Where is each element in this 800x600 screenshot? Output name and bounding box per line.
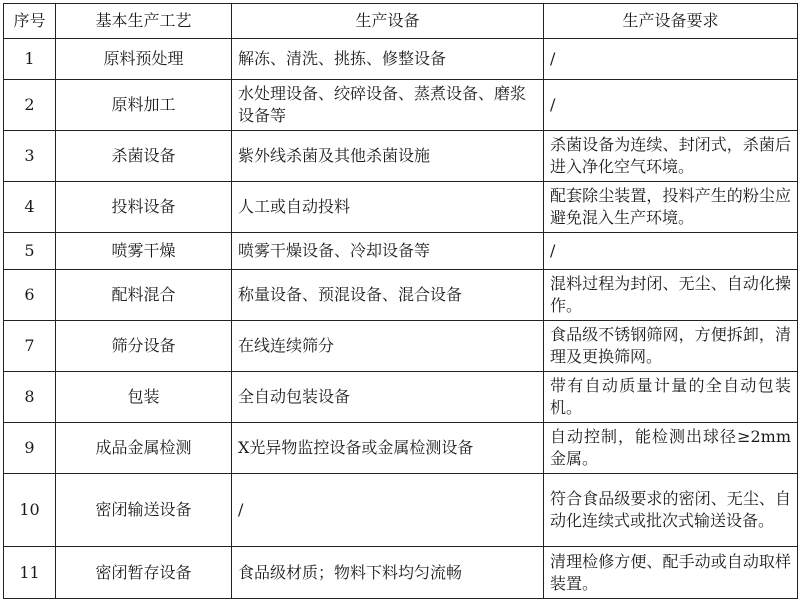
header-process: 基本生产工艺: [56, 4, 232, 39]
table-row: [4, 39, 798, 80]
cell-no: 9: [4, 423, 56, 474]
table-row: [4, 270, 798, 321]
cell-no: 8: [4, 372, 56, 423]
cell-process: 投料设备: [56, 182, 232, 233]
table-row: [4, 233, 798, 270]
cell-process: 原料预处理: [56, 39, 232, 80]
cell-equipment: 人工或自动投料: [232, 182, 544, 233]
cell-requirement: 食品级不锈钢筛网，方便拆卸，清理及更换筛网。: [544, 321, 798, 372]
equipment-requirements-table: [3, 3, 798, 599]
cell-requirement: 杀菌设备为连续、封闭式，杀菌后进入净化空气环境。: [544, 131, 798, 182]
cell-equipment: 称量设备、预混设备、混合设备: [232, 270, 544, 321]
cell-equipment: 在线连续筛分: [232, 321, 544, 372]
cell-no: 1: [4, 39, 56, 80]
cell-process: 筛分设备: [56, 321, 232, 372]
cell-no: 3: [4, 131, 56, 182]
table-row: [4, 80, 798, 131]
cell-requirement: 配套除尘装置，投料产生的粉尘应避免混入生产环境。: [544, 182, 798, 233]
cell-process: 成品金属检测: [56, 423, 232, 474]
cell-equipment: 紫外线杀菌及其他杀菌设施: [232, 131, 544, 182]
table-row: [4, 321, 798, 372]
cell-no: 2: [4, 80, 56, 131]
cell-process: 杀菌设备: [56, 131, 232, 182]
cell-equipment: 解冻、清洗、挑拣、修整设备: [232, 39, 544, 80]
cell-requirement: 清理检修方便、配手动或自动取样装置。: [544, 547, 798, 599]
table-row: [4, 182, 798, 233]
cell-requirement: 混料过程为封闭、无尘、自动化操作。: [544, 270, 798, 321]
cell-requirement: 符合食品级要求的密闭、无尘、自动化连续式或批次式输送设备。: [544, 474, 798, 547]
cell-process: 原料加工: [56, 80, 232, 131]
cell-equipment: 食品级材质；物料下料均匀流畅: [232, 547, 544, 599]
table-row: [4, 372, 798, 423]
cell-process: 配料混合: [56, 270, 232, 321]
cell-requirement: /: [544, 39, 798, 80]
cell-no: 10: [4, 474, 56, 547]
header-equipment: 生产设备: [232, 4, 544, 39]
table-row: [4, 547, 798, 599]
cell-equipment: X光异物监控设备或金属检测设备: [232, 423, 544, 474]
equipment-table-wrapper: [3, 3, 798, 599]
cell-equipment: 全自动包装设备: [232, 372, 544, 423]
cell-no: 4: [4, 182, 56, 233]
cell-process: 密闭输送设备: [56, 474, 232, 547]
cell-no: 6: [4, 270, 56, 321]
cell-no: 7: [4, 321, 56, 372]
table-row: [4, 131, 798, 182]
cell-equipment: 喷雾干燥设备、冷却设备等: [232, 233, 544, 270]
cell-equipment: 水处理设备、绞碎设备、蒸煮设备、磨浆设备等: [232, 80, 544, 131]
table-row: [4, 423, 798, 474]
table-header-row: [4, 4, 798, 39]
cell-process: 包装: [56, 372, 232, 423]
cell-requirement: /: [544, 80, 798, 131]
cell-process: 喷雾干燥: [56, 233, 232, 270]
table-row: [4, 474, 798, 547]
cell-requirement: 自动控制，能检测出球径≥2mm 金属。: [544, 423, 798, 474]
cell-no: 5: [4, 233, 56, 270]
cell-process: 密闭暂存设备: [56, 547, 232, 599]
header-requirement: 生产设备要求: [544, 4, 798, 39]
cell-requirement: /: [544, 233, 798, 270]
cell-requirement: 带有自动质量计量的全自动包装机。: [544, 372, 798, 423]
header-serial-number: 序号: [4, 4, 56, 39]
cell-no: 11: [4, 547, 56, 599]
cell-equipment: /: [232, 474, 544, 547]
